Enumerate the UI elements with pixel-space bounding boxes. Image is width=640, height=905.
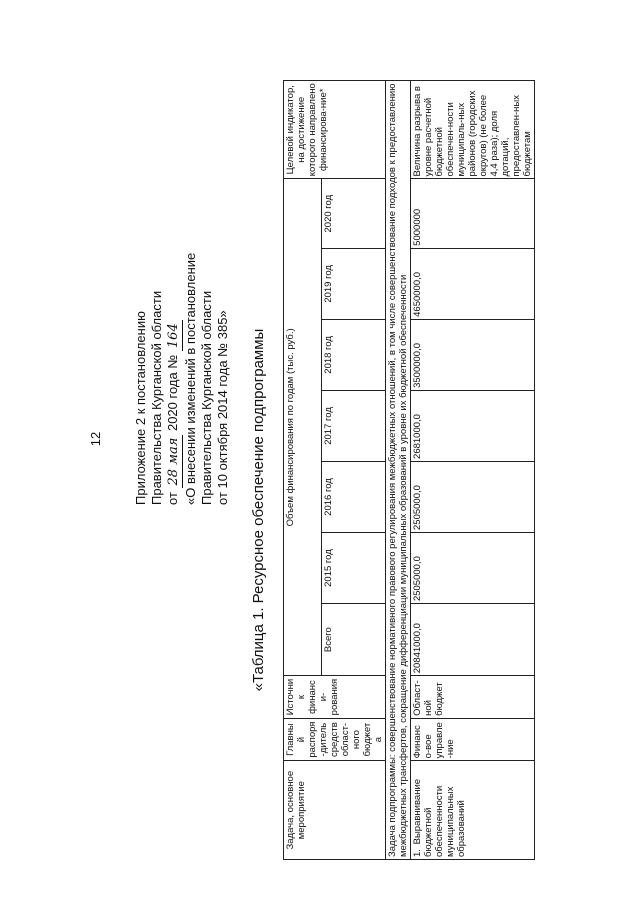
row1-2019: 4650000,0 [411, 248, 535, 319]
header-2020: 2020 год [322, 179, 386, 248]
date-prefix: от [165, 492, 180, 505]
date-year: 2020 года № [165, 354, 180, 432]
table-title: «Таблица 1. Ресурсное обеспечение подпрограммы [250, 328, 267, 692]
header-2016: 2016 год [322, 461, 386, 532]
appendix-line-2: Правительства Курганской области [149, 290, 164, 505]
row1-2020: 5000000 [411, 179, 535, 248]
header-funding-group: Объем финансирования по годам (тыс. руб.) [284, 179, 322, 676]
header-manager: Главный распоря-дитель средств област-ного бюджета [284, 718, 386, 760]
resource-table [283, 80, 535, 860]
table-row [411, 81, 535, 860]
appendix-line-6: от 10 октября 2014 года № 385» [215, 310, 230, 505]
row1-2015: 2505000,0 [411, 533, 535, 604]
header-2019: 2019 год [322, 248, 386, 319]
appendix-date-line [165, 85, 183, 505]
row1-manager: Финансо-вое управле-ние [411, 718, 535, 760]
rotated-sheet [115, 80, 533, 860]
header-task: Задача, основное мероприятие [284, 761, 386, 860]
task-description: Задача подпрограммы: совершенствование нормативного правового регулирования межбюджетных отношений, в том числе совершенствование подходов к предоставлению межбюджетных трансфертов, сокращение дифференциации муниципальных образований в уровне их бюджетной обеспеченности [386, 81, 411, 860]
header-2015: 2015 год [322, 533, 386, 604]
header-source: Источник финанси-рования [284, 676, 386, 719]
handwritten-date: 28 мая [166, 435, 183, 489]
handwritten-number: 164 [166, 320, 183, 351]
appendix-header [133, 85, 231, 505]
row1-task: Выравнивание бюджетной обеспеченности муниципальных образований [412, 778, 467, 857]
row1-source: Област-ной бюджет [411, 676, 535, 719]
row1-task-cell [411, 761, 535, 860]
header-2017: 2017 год [322, 390, 386, 461]
appendix-line-5: Правительства Курганской области [199, 290, 214, 505]
appendix-line-1: Приложение 2 к постановлению [133, 311, 148, 505]
row1-total: 20841000,0 [411, 604, 535, 676]
row1-2018: 3500000,0 [411, 319, 535, 390]
row1-2016: 2505000,0 [411, 461, 535, 532]
row1-number: 1. [412, 849, 423, 857]
header-total: Всего [322, 604, 386, 676]
header-2018: 2018 год [322, 319, 386, 390]
task-row [386, 81, 411, 860]
header-indicator: Целевой индикатор, на достижение которого направлено финансирова-ние* [284, 81, 386, 180]
header-row-1 [284, 81, 322, 860]
appendix-line-4: «О внесении изменений в постановление [183, 252, 198, 505]
page-number: 12 [88, 431, 103, 447]
row1-indicator: Величина разрыва в уровне расчетной бюджетной обеспечен-ности муниципаль-ных районов (городских округов) (не более 4,4 раза); доля дотаций, предоставлен-ных бюджетам [411, 81, 535, 180]
row1-2017: 2681000,0 [411, 390, 535, 461]
